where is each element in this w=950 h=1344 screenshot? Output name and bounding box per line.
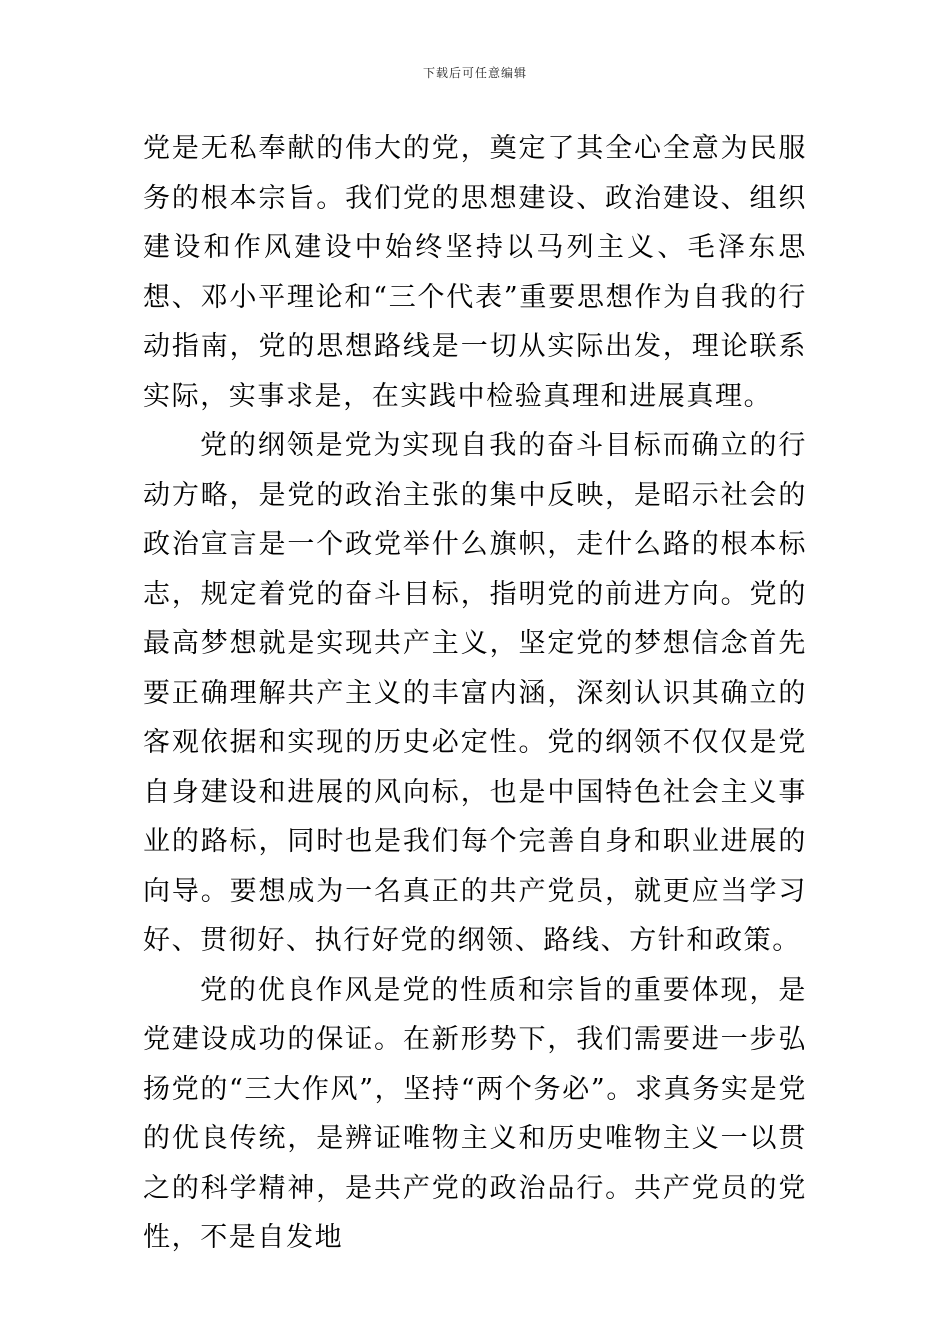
paragraph-3: 党的优良作风是党的性质和宗旨的重要体现，是党建设成功的保证。在新形势下，我们需要进一步弘扬党的“三大作风”，坚持“两个务必”。求真务实是党的优良传统，是辨证唯物主义和历史唯物主义一以贯之的科学精神，是共产党的政治品行。共产党员的党性，不是自发地 (143, 974, 807, 1253)
paragraph-2: 党的纲领是党为实现自我的奋斗目标而确立的行动方略，是党的政治主张的集中反映，是昭示社会的政治宣言是一个政党举什么旗帜，走什么路的根本标志，规定着党的奋斗目标，指明党的前进方向。党的最高梦想就是实现共产主义，坚定党的梦想信念首先要正确理解共产主义的丰富内涵，深刻认识其确立的客观依据和实现的历史必定性。党的纲领不仅仅是党自身建设和进展的风向标，也是中国特色社会主义事业的路标，同时也是我们每个完善自身和职业进展的向导。要想成为一名真正的共产党员，就更应当学习好、贯彻好、执行好党的纲领、路线、方针和政策。 (143, 430, 807, 956)
document-body (143, 124, 807, 1263)
page-header: 下载后可任意编辑 (422, 66, 527, 80)
paragraph-1: 党是无私奉献的伟大的党，奠定了其全心全意为民服务的根本宗旨。我们党的思想建设、政治建设、组织建设和作风建设中始终坚持以马列主义、毛泽东思想、邓小平理论和“三个代表”重要思想作为自我的行动指南，党的思想路线是一切从实际出发，理论联系实际，实事求是，在实践中检验真理和进展真理。 (143, 133, 807, 412)
